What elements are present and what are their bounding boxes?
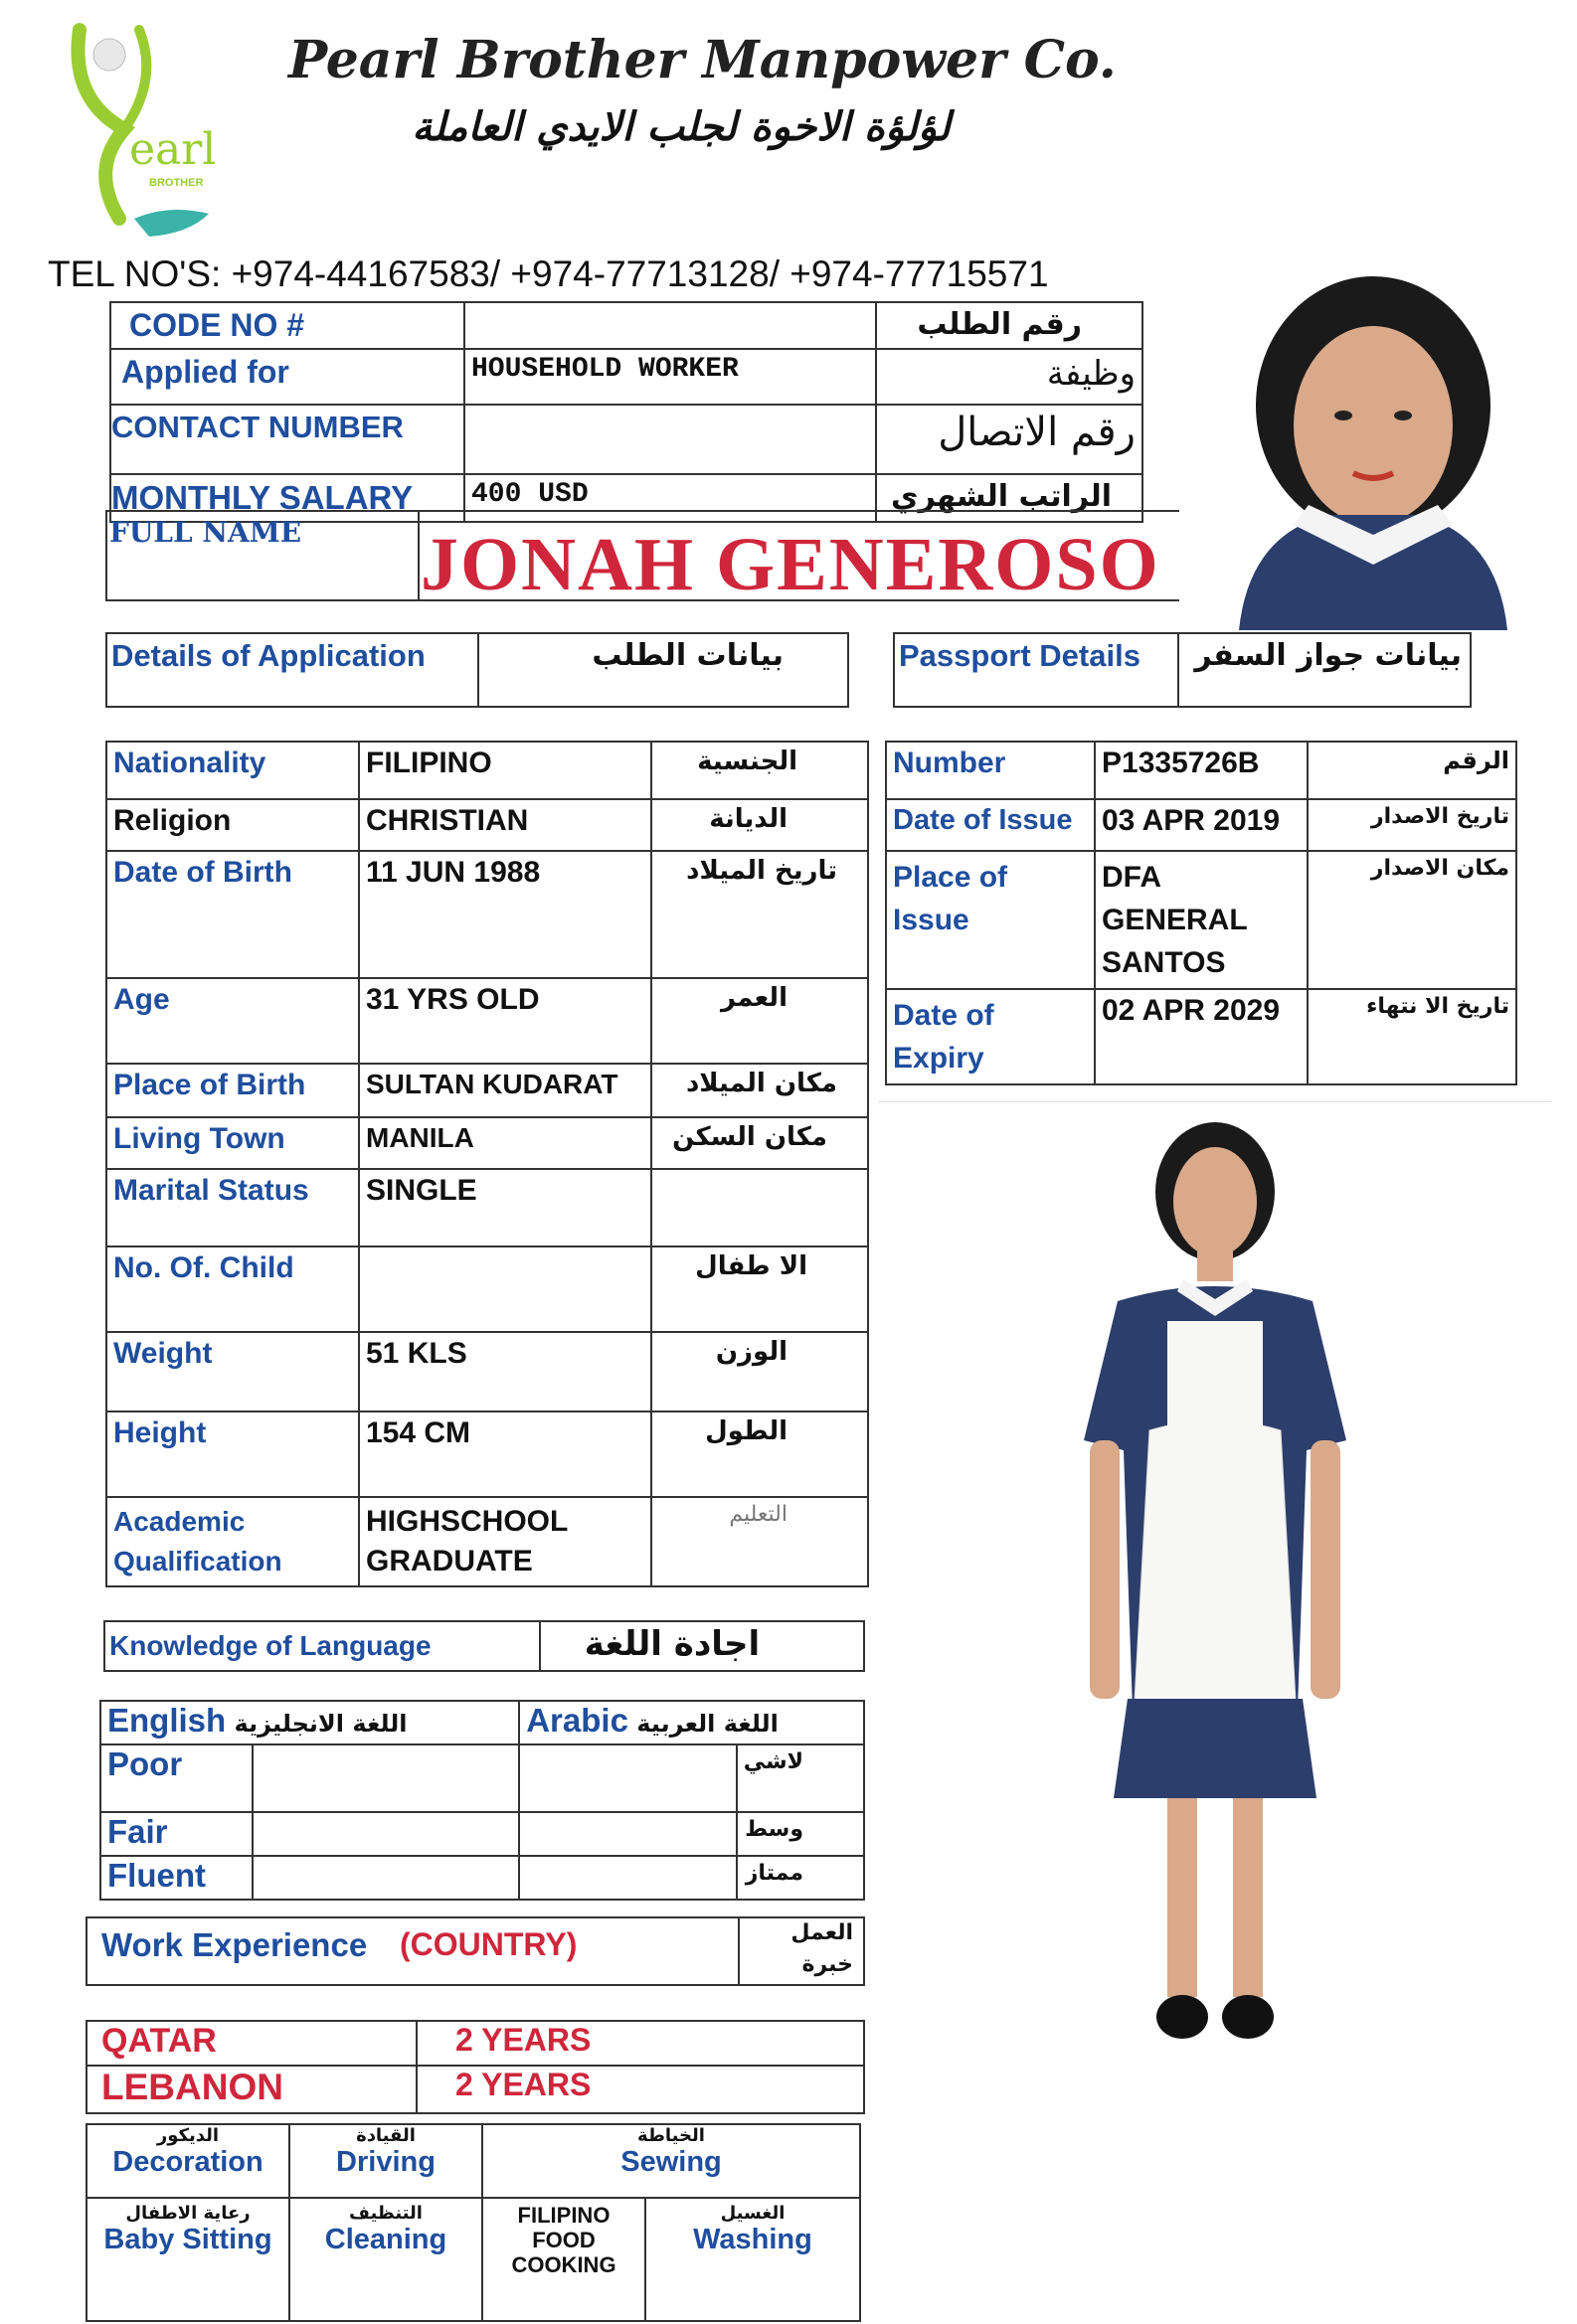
fair-label: Fair <box>100 1812 253 1856</box>
table-row <box>106 742 868 799</box>
work-experience-country: (COUNTRY) <box>400 1926 578 1962</box>
sewing-label: Sewing <box>620 2146 722 2178</box>
weight-value: 51 KLS <box>359 1332 651 1411</box>
driving-label-ar: القيادة <box>356 2125 416 2146</box>
filipino-food-cooking-label: FILIPINO FOOD COOKING <box>511 2203 616 2277</box>
table-row <box>106 851 868 978</box>
application-details-table <box>105 741 869 1587</box>
table-row <box>87 2066 864 2113</box>
work-header-divider <box>738 1918 740 1984</box>
skills-table <box>86 2123 861 2322</box>
full-name-label: FULL NAME <box>109 516 302 549</box>
date-of-issue-value: 03 APR 2019 <box>1095 799 1308 851</box>
english-poor-cell[interactable] <box>253 1744 519 1812</box>
fluent-label-ar: ممتاز <box>737 1856 864 1900</box>
date-of-expiry-label-ar: تاريخ الا نتهاء <box>1308 989 1516 1084</box>
table-row <box>87 2198 860 2321</box>
table-row <box>886 799 1516 851</box>
table-row <box>106 1117 868 1169</box>
washing-label: Washing <box>693 2224 812 2255</box>
table-row <box>886 742 1516 799</box>
age-value: 31 YRS OLD <box>359 978 651 1064</box>
baby-sitting-label: Baby Sitting <box>103 2224 272 2255</box>
table-row <box>87 2021 864 2066</box>
work-experience-ar2: خبرة <box>801 1952 853 1977</box>
date-of-birth-value: 11 JUN 1988 <box>359 851 651 978</box>
work-years-2: 2 YEARS <box>417 2066 864 2113</box>
academic-qualification-label: Academic Qualification <box>106 1497 359 1586</box>
passport-header-ar: بيانات جواز السفر <box>1194 638 1462 673</box>
height-label: Height <box>106 1411 359 1497</box>
place-of-issue-label: Place of Issue <box>886 851 1095 989</box>
date-of-expiry-value: 02 APR 2029 <box>1095 989 1308 1084</box>
children-value <box>359 1246 651 1332</box>
date-of-birth-label-ar: تاريخ الميلاد <box>651 851 868 978</box>
passport-number-label: Number <box>886 742 1095 799</box>
passport-header-divider <box>1177 634 1179 706</box>
application-header-divider <box>477 634 479 706</box>
poor-label-ar: لاشي <box>737 1744 864 1812</box>
cleaning-label: Cleaning <box>324 2224 447 2255</box>
place-of-issue-value: DFA GENERAL SANTOS <box>1095 851 1308 989</box>
work-experience-table <box>86 2020 865 2114</box>
children-label: No. Of. Child <box>106 1246 359 1332</box>
monthly-salary-label: MONTHLY SALARY <box>110 474 464 522</box>
fluent-label: Fluent <box>100 1856 253 1900</box>
living-town-label-ar: مكان السكن <box>651 1117 868 1169</box>
height-label-ar: الطول <box>651 1411 868 1497</box>
monthly-salary-value: 400 USD <box>464 474 876 522</box>
religion-value: CHRISTIAN <box>359 799 651 851</box>
children-label-ar: الا طفال <box>651 1246 868 1332</box>
table-row <box>886 989 1516 1084</box>
driving-label: Driving <box>336 2146 436 2178</box>
arabic-fluent-cell[interactable] <box>519 1856 737 1900</box>
logo-text: earl <box>129 124 217 175</box>
table-row <box>100 1744 864 1812</box>
language-header-divider <box>539 1622 541 1670</box>
academic-qualification-value: HIGHSCHOOL GRADUATE <box>359 1497 651 1586</box>
place-of-birth-label: Place of Birth <box>106 1064 359 1117</box>
baby-sitting-label-ar: رعاية الاطفال <box>125 2203 251 2224</box>
arabic-poor-cell[interactable] <box>519 1744 737 1812</box>
contact-number-label: CONTACT NUMBER <box>110 405 464 474</box>
table-row <box>106 1411 868 1497</box>
code-no-label: CODE NO # <box>110 302 464 349</box>
telephone-numbers: TEL NO'S: +974-44167583/ +974-77713128/ +974-77715571 <box>48 253 1049 294</box>
academic-qualification-label-ar: التعليم <box>651 1497 868 1586</box>
arabic-label: Arabic <box>526 1702 628 1739</box>
arabic-label-ar: اللغة العربية <box>636 1710 779 1738</box>
place-of-birth-label-ar: مكان الميلاد <box>651 1064 868 1117</box>
work-country-1: QATAR <box>87 2021 417 2066</box>
table-row <box>100 1812 864 1856</box>
english-label: English <box>107 1702 227 1739</box>
full-name-box <box>105 510 1179 606</box>
company-name-ar: لؤلؤة الاخوة لجلب الايدي العاملة <box>412 104 951 150</box>
table-row <box>106 978 868 1064</box>
full-name-divider <box>418 512 420 599</box>
poor-label: Poor <box>100 1744 253 1812</box>
contact-number-value <box>464 405 876 474</box>
table-row <box>106 1246 868 1332</box>
application-header-en: Details of Application <box>111 638 426 673</box>
nationality-label-ar: الجنسية <box>651 742 868 799</box>
cleaning-label-ar: التنظيف <box>349 2203 423 2224</box>
language-title-en: Knowledge of Language <box>109 1630 432 1661</box>
place-of-birth-value: SULTAN KUDARAT <box>359 1064 651 1117</box>
passport-details-table <box>885 741 1517 1085</box>
passport-header-en: Passport Details <box>899 638 1140 673</box>
marital-status-value: SINGLE <box>359 1169 651 1246</box>
portrait-photo <box>1179 266 1559 630</box>
work-experience-header <box>86 1916 865 1986</box>
marital-status-label: Marital Status <box>106 1169 359 1246</box>
decoration-label-ar: الديكور <box>156 2125 220 2146</box>
header-info-table <box>109 301 1143 523</box>
code-no-label-ar: رقم الطلب <box>876 302 1142 349</box>
passport-section-header <box>893 632 1472 708</box>
nationality-label: Nationality <box>106 742 359 799</box>
arabic-fair-cell[interactable] <box>519 1812 737 1856</box>
english-label-ar: اللغة الانجليزية <box>234 1710 408 1738</box>
full-name-value: JONAH GENEROSO <box>421 523 1160 606</box>
table-row <box>100 1856 864 1900</box>
passport-number-label-ar: الرقم <box>1308 742 1516 799</box>
table-row <box>106 1332 868 1411</box>
place-of-issue-label-ar: مكان الاصدار <box>1308 851 1516 989</box>
full-body-photo <box>879 1101 1551 2057</box>
date-of-issue-label: Date of Issue <box>886 799 1095 851</box>
table-row <box>87 2124 860 2198</box>
living-town-label: Living Town <box>106 1117 359 1169</box>
table-row <box>106 799 868 851</box>
passport-number-value: P1335726B <box>1095 742 1308 799</box>
company-name-en: Pearl Brother Manpower Co. <box>288 30 1117 90</box>
living-town-value: MANILA <box>359 1117 651 1169</box>
table-row <box>106 1497 868 1586</box>
language-section-header <box>103 1620 865 1672</box>
applied-for-label-ar: وظيفة <box>876 349 1142 405</box>
application-section-header <box>105 632 849 708</box>
washing-label-ar: الغسيل <box>720 2203 786 2224</box>
religion-label: Religion <box>106 799 359 851</box>
code-no-value <box>464 302 876 349</box>
language-table <box>99 1700 865 1901</box>
work-years-1: 2 YEARS <box>417 2021 864 2066</box>
contact-number-label-ar: رقم الاتصال <box>876 405 1142 474</box>
company-logo <box>50 10 249 249</box>
religion-label-ar: الديانة <box>651 799 868 851</box>
applied-for-label: Applied for <box>110 349 464 405</box>
english-fluent-cell[interactable] <box>253 1856 519 1900</box>
work-experience-title: Work Experience <box>101 1926 368 1963</box>
language-title-ar: اجادة اللغة <box>584 1624 761 1664</box>
marital-status-label-ar <box>651 1169 868 1246</box>
application-header-ar: بيانات الطلب <box>592 638 784 673</box>
nationality-value: FILIPINO <box>359 742 651 799</box>
fair-label-ar: وسط <box>737 1812 864 1856</box>
weight-label: Weight <box>106 1332 359 1411</box>
english-fair-cell[interactable] <box>253 1812 519 1856</box>
table-row <box>886 851 1516 989</box>
date-of-birth-label: Date of Birth <box>106 851 359 978</box>
date-of-expiry-label: Date of Expiry <box>886 989 1095 1084</box>
logo-subtext: BROTHER <box>149 177 204 189</box>
age-label: Age <box>106 978 359 1064</box>
work-experience-ar1: العمل <box>790 1920 853 1945</box>
table-row <box>106 1169 868 1246</box>
applied-for-value: HOUSEHOLD WORKER <box>464 349 876 405</box>
height-value: 154 CM <box>359 1411 651 1497</box>
decoration-label: Decoration <box>112 2146 263 2178</box>
age-label-ar: العمر <box>651 978 868 1064</box>
table-row <box>106 1064 868 1117</box>
weight-label-ar: الوزن <box>651 1332 868 1411</box>
sewing-label-ar: الخياطة <box>637 2125 705 2146</box>
monthly-salary-label-ar: الراتب الشهري <box>876 474 1142 522</box>
date-of-issue-label-ar: تاريخ الاصدار <box>1308 799 1516 851</box>
work-country-2: LEBANON <box>87 2066 417 2113</box>
